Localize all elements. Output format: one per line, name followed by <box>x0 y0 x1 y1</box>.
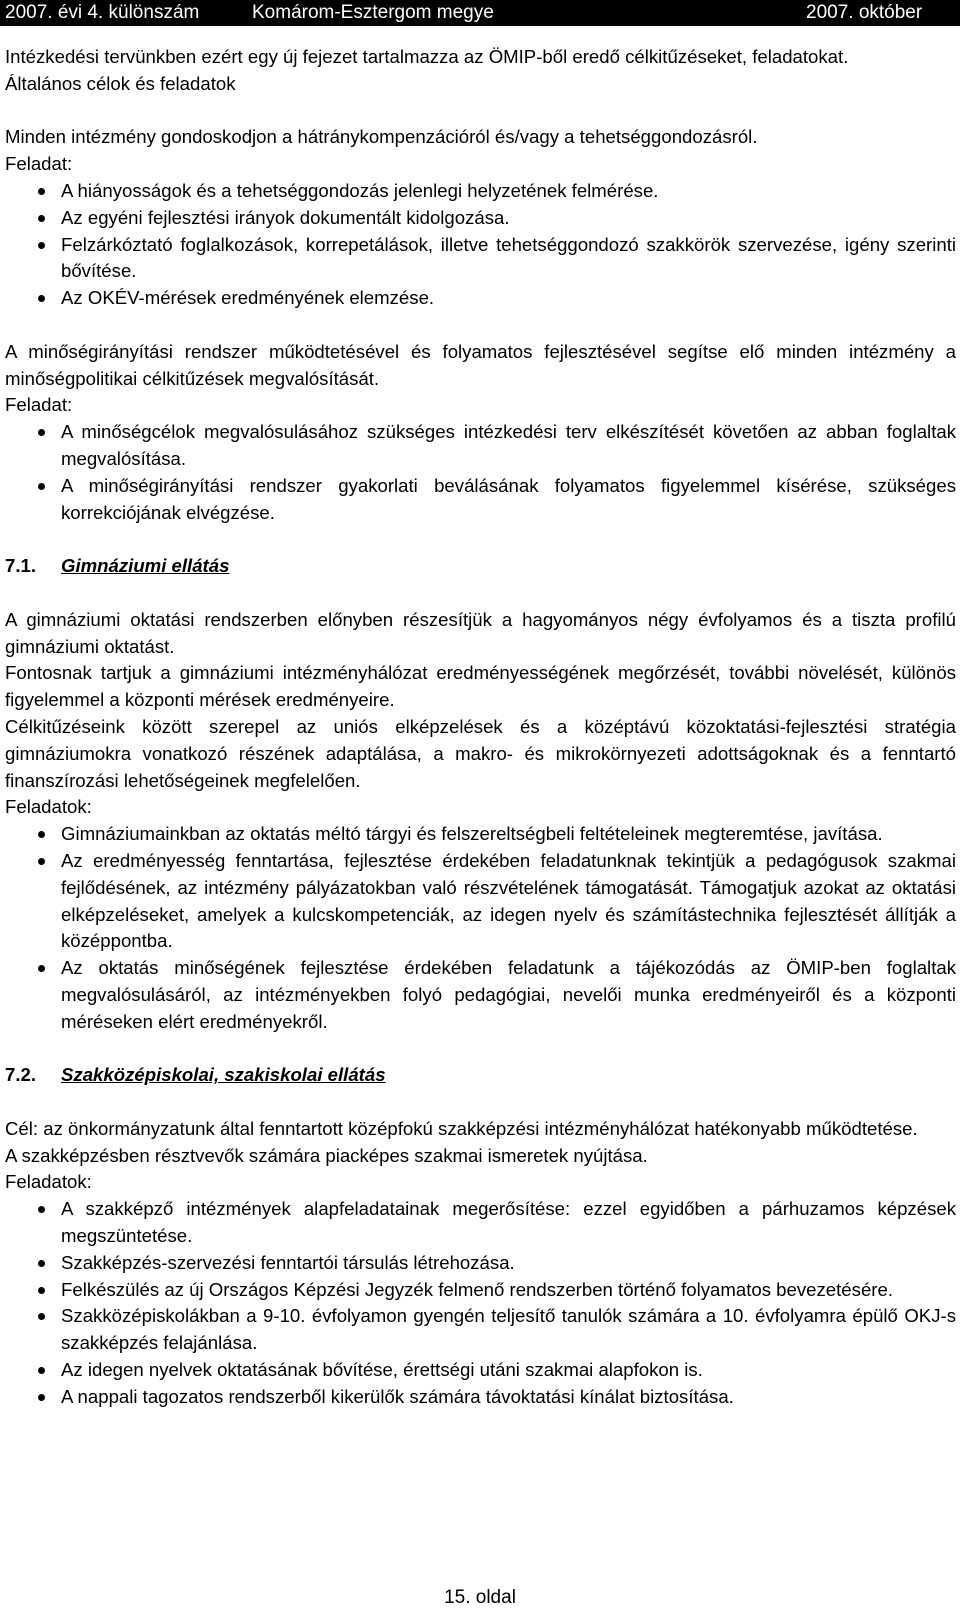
bullet-icon <box>38 1206 45 1213</box>
list-item <box>5 1250 956 1277</box>
bullet-icon <box>38 215 45 222</box>
list-item <box>5 821 956 848</box>
header-date: 2007. október <box>806 2 923 23</box>
bullet-icon <box>38 965 45 972</box>
bullet-icon <box>38 831 45 838</box>
list-item <box>5 285 956 312</box>
list-item-text: A minőségirányítási rendszer gyakorlati beválásának folyamatos figyelemmel kísérése, szükséges korrekciójának elvégzése. <box>61 474 956 523</box>
list-item-text: Az oktatás minőségének fejlesztése érdekében feladatunk a tájékozódás az ÖMIP-ben foglaltak megvalósulásáról, az intézményekben folyó pedagógiai, nevelői munka eredményeiről és a központi méréseken elért eredményekről. <box>61 957 956 1032</box>
list-item-text: Az idegen nyelvek oktatásának bővítése, érettségi utáni szakmai alapfokon is. <box>61 1359 703 1381</box>
list-item <box>5 232 956 286</box>
page-header <box>0 0 960 26</box>
list-item-text: A nappali tagozatos rendszerből kikerülők számára távoktatási kínálat biztosítása. <box>61 1385 734 1407</box>
list-item <box>5 1303 956 1357</box>
section-number: 7.2. <box>5 1064 37 1086</box>
paragraph: Intézkedési tervünkben ezért egy új fejezet tartalmazza az ÖMIP-ből eredő célkitűzéseket, feladatokat. <box>5 46 849 67</box>
paragraph: Általános célok és feladatok <box>5 72 236 94</box>
bullet-icon <box>38 1367 45 1374</box>
list-item-text: Az egyéni fejlesztési irányok dokumentált kidolgozása. <box>61 206 510 228</box>
list-item <box>5 1357 956 1384</box>
list-item <box>5 419 956 473</box>
list-item-text: Az OKÉV-mérések eredményének elemzése. <box>61 287 435 309</box>
paragraph: Fontosnak tartjuk a gimnáziumi intézményhálózat eredményességének megőrzését, további növelését, különös figyelemmel a központi mérések eredményeire. <box>5 662 956 711</box>
list-item-text: A szakképző intézmények alapfeladatainak megerősítése: ezzel egyidőben a párhuzamos képzések megszüntetése. <box>61 1198 956 1247</box>
bullet-list <box>5 1196 956 1410</box>
list-item-text: Szakközépiskolákban a 9-10. évfolyamon gyengén teljesítő tanulók számára a 10. évfolyamra épülő OKJ-s szakképzés felajánlása. <box>61 1305 956 1354</box>
list-item-text: Gimnáziumainkban az oktatás méltó tárgyi és felszereltségbeli feltételeinek megteremtése, javítása. <box>61 823 883 845</box>
page-number: 15. oldal <box>444 1587 516 1608</box>
bullet-icon <box>38 188 45 195</box>
paragraph-label: Feladat: <box>5 153 73 175</box>
paragraph: A gimnáziumi oktatási rendszerben előnyben részesítjük a hagyományos négy évfolyamos és a tiszta profilú gimnáziumi oktatást. <box>5 608 956 657</box>
list-item-text: Felkészülés az új Országos Képzési Jegyzék felmenő rendszerben történő folyamatos bevezetésére. <box>61 1278 893 1300</box>
section-heading <box>5 553 956 580</box>
bullet-icon <box>38 1394 45 1401</box>
paragraph-label: Feladatok: <box>5 1171 92 1193</box>
list-item <box>5 1277 956 1304</box>
list-item-text: A minőségcélok megvalósulásához szükséges intézkedési terv elkészítését követően az abban foglaltak megvalósítása. <box>61 421 956 469</box>
list-item <box>5 205 956 232</box>
paragraph: Célkitűzéseink között szerepel az uniós elképzelések és a középtávú közoktatási-fejlesztési stratégia gimnáziumokra vonatkozó részének adaptálása, a makro- és mikrokörnyezeti adottságoknak és a fenntartó finanszírozási lehetőségeinek megfelelően. <box>5 715 956 791</box>
list-item-text: Felzárkóztató foglalkozások, korrepetálások, illetve tehetséggondozó szakkörök szervezése, igény szerinti bővítése. <box>61 233 956 282</box>
section-number: 7.1. <box>5 555 37 577</box>
section-heading <box>5 1062 956 1089</box>
bullet-list <box>5 178 956 312</box>
list-item-text: Szakképzés-szervezési fenntartói társulás létrehozása. <box>61 1251 515 1273</box>
paragraph-label: Feladatok: <box>5 796 92 818</box>
header-issue: 2007. évi 4. különszám <box>5 2 200 23</box>
paragraph: A minőségirányítási rendszer működtetésével és folyamatos fejlesztésével segítse elő minden intézmény a minőségpolitikai célkitűzések megvalósítását. <box>5 340 956 389</box>
section-title: Szakközépiskolai, szakiskolai ellátás <box>61 1064 386 1086</box>
section-title: Gimnáziumi ellátás <box>61 555 230 577</box>
list-item-text: Az eredményesség fenntartása, fejlesztése érdekében feladatunknak tekintjük a pedagógusok szakmai fejlődésének, az intézmény pályázatokban való részvételének támogatását. Támogatjuk azokat az oktatási elképzeléseket, amelyek a kulcskompetenciák, az idegen nyelv és számítástechnika fejlesztését állítják a középpontba. <box>61 849 956 952</box>
bullet-icon <box>38 295 45 302</box>
paragraph: Minden intézmény gondoskodjon a hátránykompenzációról és/vagy a tehetséggondozásról. <box>5 126 758 148</box>
bullet-icon <box>38 1313 45 1320</box>
list-item-text: A hiányosságok és a tehetséggondozás jelenlegi helyzetének felmérése. <box>61 179 659 201</box>
list-item <box>5 473 956 527</box>
bullet-icon <box>38 858 45 865</box>
header-county: Komárom-Esztergom megye <box>252 2 494 23</box>
list-item <box>5 955 956 1035</box>
bullet-list <box>5 419 956 526</box>
list-item <box>5 1196 956 1250</box>
paragraph: A szakképzésben résztvevők számára piacképes szakmai ismeretek nyújtása. <box>5 1144 648 1166</box>
bullet-icon <box>38 1260 45 1267</box>
document-body <box>5 44 956 1411</box>
bullet-icon <box>38 242 45 249</box>
paragraph: Cél: az önkormányzatunk által fenntartott középfokú szakképzési intézményhálózat hatékonyabb működtetése. <box>5 1117 918 1139</box>
paragraph-label: Feladat: <box>5 394 73 416</box>
list-item <box>5 1384 956 1411</box>
bullet-icon <box>38 1287 45 1294</box>
bullet-icon <box>38 429 45 436</box>
bullet-list <box>5 821 956 1035</box>
list-item <box>5 178 956 205</box>
bullet-icon <box>38 483 45 490</box>
list-item <box>5 848 956 955</box>
